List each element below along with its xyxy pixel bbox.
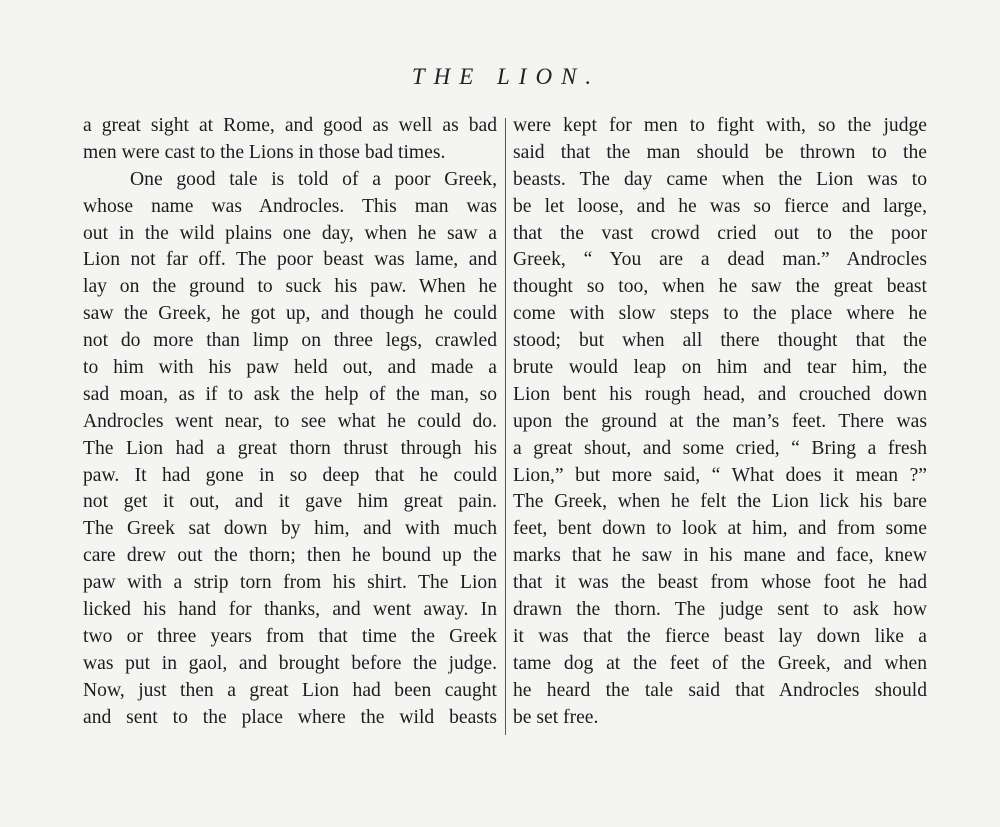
text-line: that the vast crowd cried out to the poor bbox=[513, 222, 927, 244]
text-line: and sent to the place where the wild beasts bbox=[83, 706, 497, 728]
text-line: feet, bent down to look at him, and from some bbox=[513, 518, 927, 540]
text-line: that it was the beast from whose foot he had bbox=[513, 572, 927, 594]
paragraph bbox=[513, 113, 927, 731]
text-line: saw the Greek, he got up, and though he could bbox=[83, 303, 497, 325]
text-line: Lion not far off. The poor beast was lame, and bbox=[83, 249, 497, 271]
text-line: Lion,” but more said, “ What does it mean ?” bbox=[513, 464, 927, 486]
paragraph bbox=[83, 167, 497, 732]
text-line: men were cast to the Lions in those bad times. bbox=[83, 141, 446, 163]
text-line: The Lion had a great thorn thrust through his bbox=[83, 437, 497, 459]
text-line: thought so too, when he saw the great beast bbox=[513, 276, 927, 298]
text-line: tame dog at the feet of the Greek, and when bbox=[513, 652, 927, 674]
text-line: be set free. bbox=[513, 706, 599, 728]
column-divider bbox=[505, 118, 506, 735]
text-line: were kept for men to fight with, so the judge bbox=[513, 115, 927, 136]
text-line: be let loose, and he was so fierce and large, bbox=[513, 195, 927, 217]
text-line: not do more than limp on three legs, crawled bbox=[83, 330, 497, 352]
paragraph bbox=[83, 113, 497, 167]
text-line: Now, just then a great Lion had been caught bbox=[83, 679, 497, 701]
text-line: he heard the tale said that Androcles should bbox=[513, 679, 927, 701]
text-line: paw with a strip torn from his shirt. The Lion bbox=[83, 572, 497, 594]
text-line: The Greek, when he felt the Lion lick his bare bbox=[513, 491, 927, 513]
text-line: Androcles went near, to see what he could do. bbox=[83, 410, 497, 432]
left-column bbox=[83, 113, 497, 731]
text-line: brute would leap on him and tear him, the bbox=[513, 357, 927, 379]
text-line: whose name was Androcles. This man was bbox=[83, 195, 497, 217]
text-line: a great sight at Rome, and good as well as bad bbox=[83, 115, 497, 136]
text-line: come with slow steps to the place where he bbox=[513, 303, 927, 325]
page-title: THE LION. bbox=[411, 64, 601, 89]
text-line: not get it out, and it gave him great pain. bbox=[83, 491, 497, 513]
text-line: it was that the fierce beast lay down like a bbox=[513, 625, 927, 647]
text-line: One good tale is told of a poor Greek, bbox=[130, 168, 497, 190]
text-line: licked his hand for thanks, and went away. In bbox=[83, 599, 497, 621]
text-line: beasts. The day came when the Lion was to bbox=[513, 168, 927, 190]
text-line: to him with his paw held out, and made a bbox=[83, 357, 497, 379]
text-line: two or three years from that time the Greek bbox=[83, 625, 497, 647]
text-line: paw. It had gone in so deep that he could bbox=[83, 464, 497, 486]
text-line: Lion bent his rough head, and crouched down bbox=[513, 383, 927, 405]
right-column bbox=[513, 113, 927, 731]
text-line: was put in gaol, and brought before the judge. bbox=[83, 652, 497, 674]
text-line: marks that he saw in his mane and face, knew bbox=[513, 545, 927, 567]
text-line: Greek, “ You are a dead man.” Androcles bbox=[513, 249, 927, 271]
text-line: sad moan, as if to ask the help of the man, so bbox=[83, 383, 497, 405]
text-line: upon the ground at the man’s feet. There was bbox=[513, 410, 927, 432]
text-line: drawn the thorn. The judge sent to ask how bbox=[513, 599, 927, 621]
text-line: lay on the ground to suck his paw. When he bbox=[83, 276, 497, 298]
text-line: The Greek sat down by him, and with much bbox=[83, 518, 497, 540]
text-line: stood; but when all there thought that the bbox=[513, 330, 927, 352]
text-line: out in the wild plains one day, when he saw a bbox=[83, 222, 497, 244]
text-line: said that the man should be thrown to the bbox=[513, 141, 927, 163]
text-line: care drew out the thorn; then he bound up the bbox=[83, 545, 497, 567]
text-line: a great shout, and some cried, “ Bring a fresh bbox=[513, 437, 927, 459]
